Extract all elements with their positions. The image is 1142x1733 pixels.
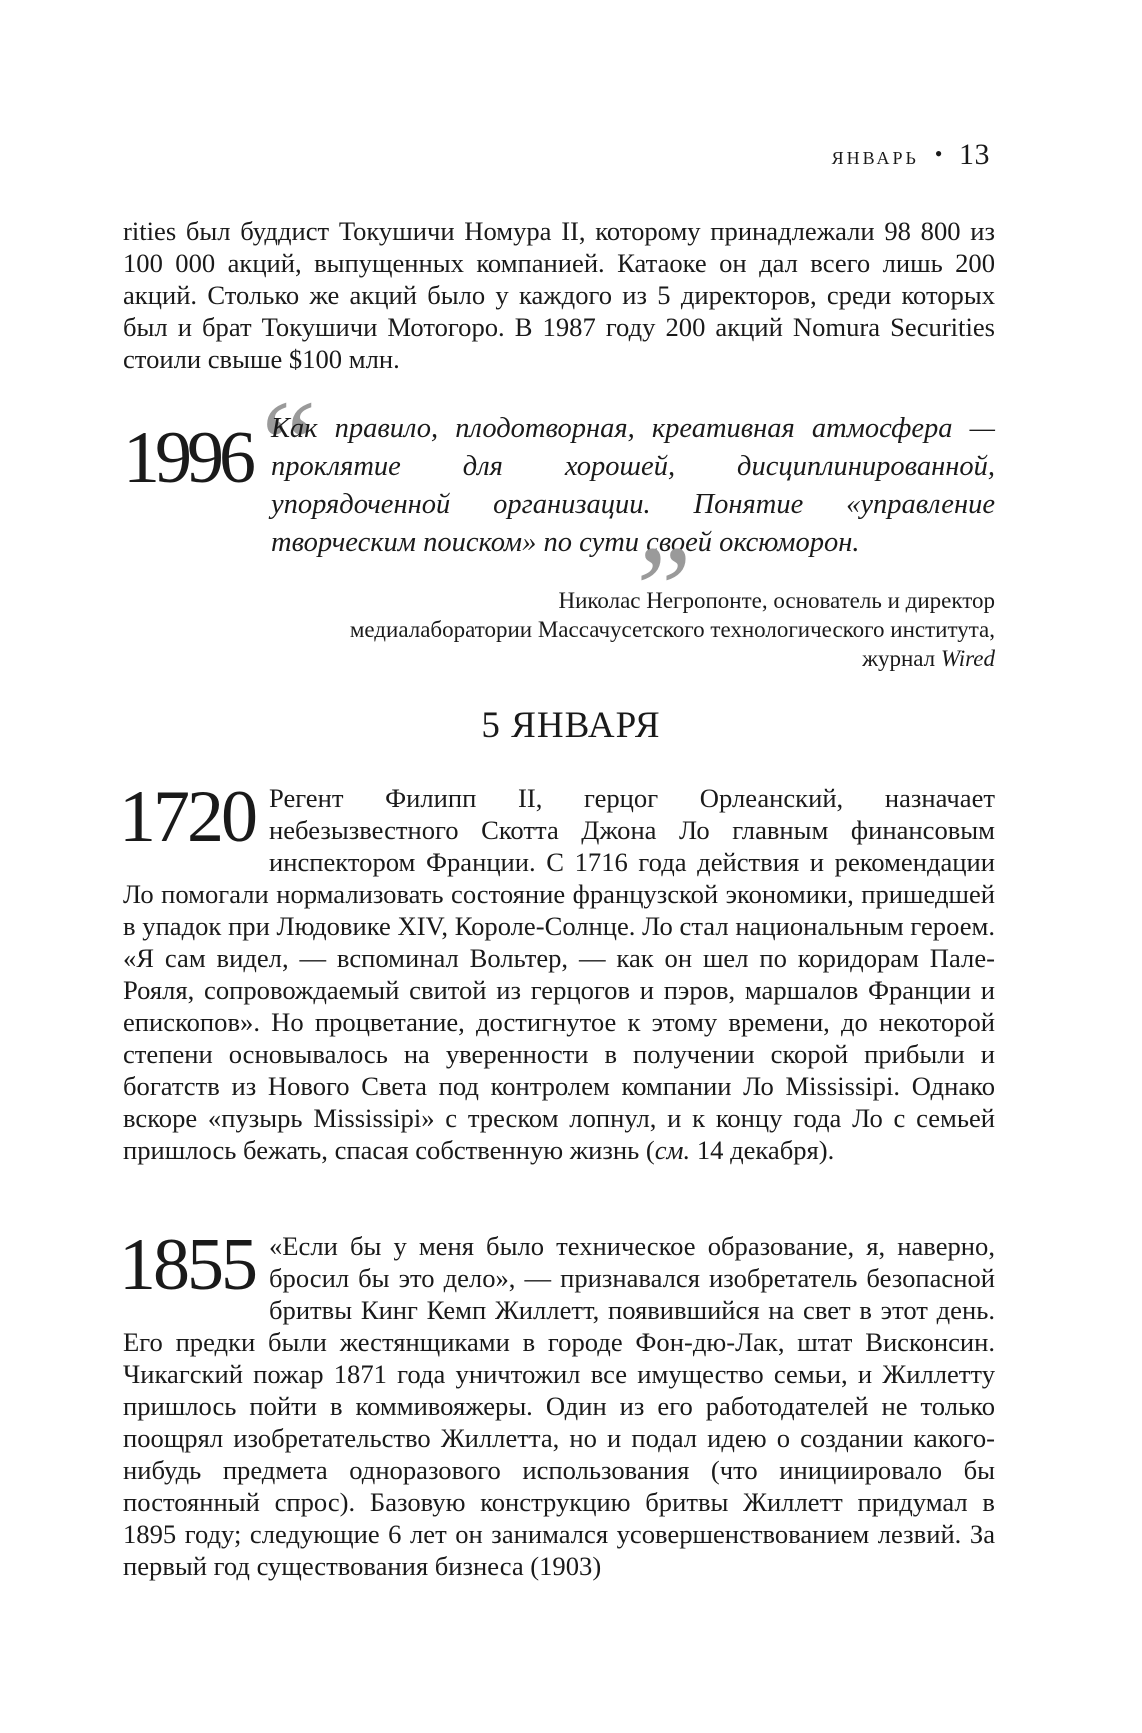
attribution-source: Wired bbox=[940, 646, 995, 671]
close-quote-mark: ” bbox=[623, 521, 692, 658]
quote-year: 1996 bbox=[123, 417, 251, 499]
attribution-line-2: медиалаборатории Массачусетского технологического института, bbox=[349, 617, 995, 642]
entry-1720 bbox=[119, 776, 995, 1166]
continuation-paragraph: rities был буддист Токушичи Номура II, которому принадлежали 98 800 из 100 000 акций, выпущенных компанией. Катаоке он дал всего лишь 200 акций. Столько же акций было у каждого из 5 директоров, среди которых был и брат Токушичи Мотогоро. В 1987 году 200 акций Nomura Securities стоили свыше $100 млн. bbox=[123, 216, 995, 374]
attribution-source-prefix: журнал bbox=[862, 646, 936, 671]
pull-quote bbox=[123, 375, 995, 680]
entry-text: Регент Филипп II, герцог Орлеанский, назначает небезызвестного Скотта Джона Ло главным финансовым инспектором Франции. С 1716 года действия и рекомендации Ло помогали нормализовать состояние французской экономики, пришедшей в упадок при Людовике XIV, Короле-Солнце. Ло стал национальным героем. «Я сам видел, — вспоминал Вольтер, — как он шел по коридорам Пале-Рояля, сопровождаемый свитой из герцогов и пэров, маршалов Франции и епископов». Но процветание, достигнутое к этому времени, до некоторой степени основывалось на уверенности в получении скорой прибыли и богатств из Нового Света под контролем компании Ло Mississipi. Однако вскоре «пузырь Mississipi» с треском лопнул, и к концу года Ло с семьей пришлось бежать, спасая собственную жизнь ( bbox=[123, 783, 995, 1165]
page-number: 13 bbox=[959, 138, 990, 171]
entry-ref-abbrev: см. bbox=[654, 1135, 691, 1165]
entry-1855 bbox=[119, 1224, 995, 1582]
attribution-source-line bbox=[295, 644, 995, 673]
running-head-section: январь bbox=[831, 141, 919, 170]
entry-text: «Если бы у меня было техническое образование, я, наверно, бросил бы это дело», — признавался изобретатель безопасной бритвы Кинг Кемп Жиллетт, появившийся на свет в этот день. Его предки были жестянщиками в городе Фон-дю-Лак, штат Висконсин. Чикагский пожар 1871 года уничтожил все имущество семьи, и Жиллетту пришлось пойти в коммивояжеры. Один из его работодателей не только поощрял изобретательство Жиллетта, но и подал идею о создании какого-нибудь предмета одноразового использования (что инициировало бы постоянный спрос). Базовую конструкцию бритвы Жиллетт придумал в 1895 году; следующие 6 лет он занимался усовершенствованием лезвий. За первый год существования бизнеса (1903) bbox=[123, 1231, 995, 1581]
quote-attribution bbox=[295, 586, 995, 673]
section-title: 5 ЯНВАРЯ bbox=[481, 705, 661, 746]
running-head-separator: • bbox=[934, 141, 943, 166]
open-quote-mark: “ bbox=[249, 375, 318, 512]
entry-ref-target: 14 декабря). bbox=[696, 1135, 835, 1165]
quote-text: Как правило, плодотворная, креативная атмосфера — проклятие для хорошей, дисциплинированной, упорядоченной организации. Понятие «управление творческим поиском» по сути своей оксюморон. bbox=[271, 413, 995, 558]
entry-year: 1855 bbox=[119, 1224, 255, 1306]
entry-year: 1720 bbox=[119, 776, 255, 858]
attribution-line-1: Николас Негропонте, основатель и директор bbox=[558, 588, 995, 613]
running-head bbox=[832, 138, 990, 172]
